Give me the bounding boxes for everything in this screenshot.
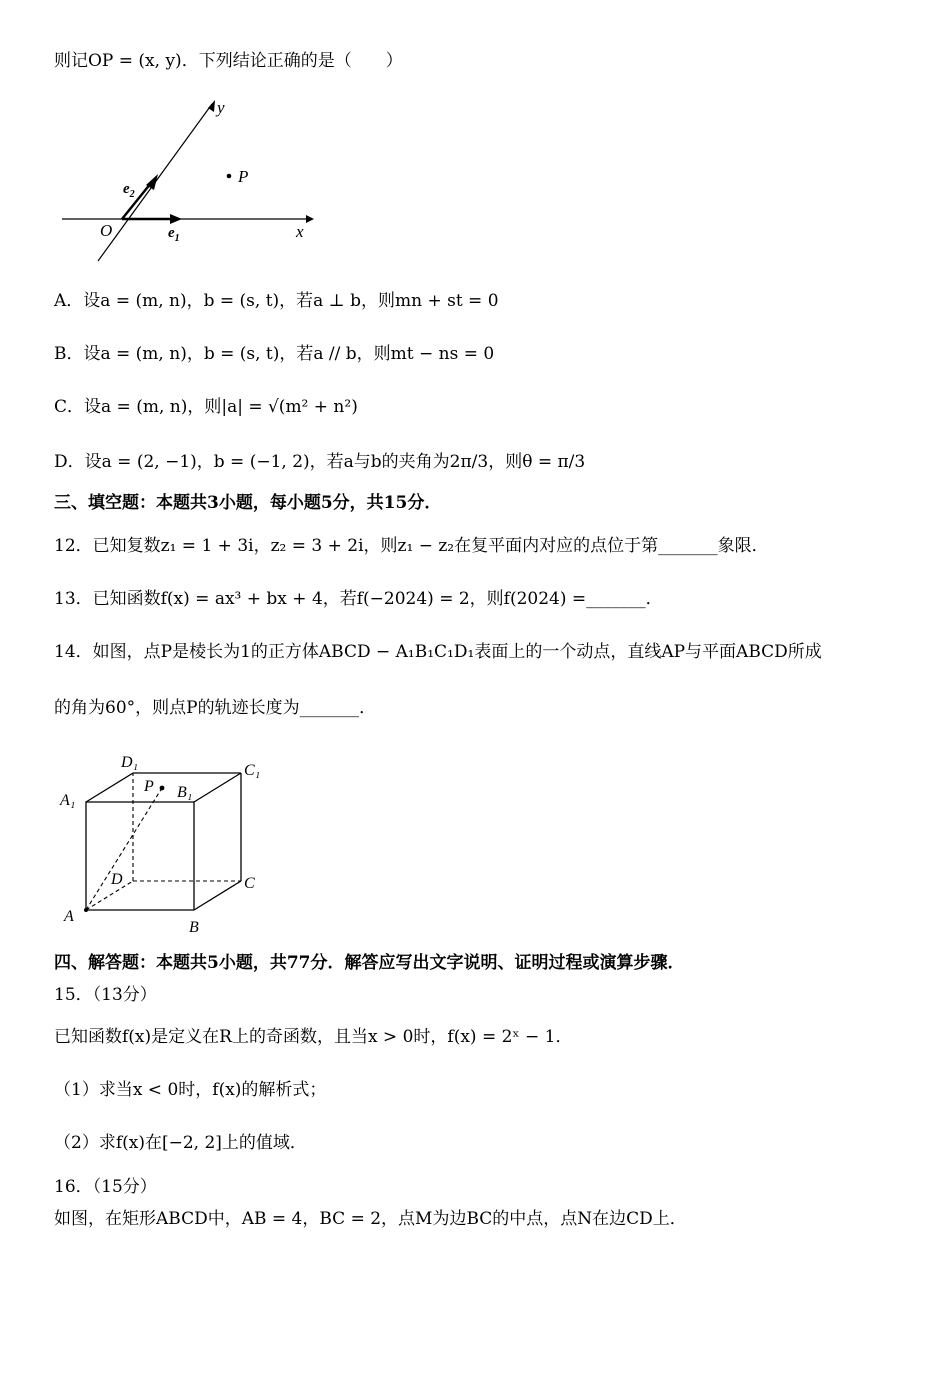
question-15-text: 已知函数f(x)是定义在R上的奇函数，且当x > 0时，f(x) = 2ˣ − 1．: [54, 1027, 573, 1047]
question-13: 13．已知函数f(x) = ax³ + bx + 4，若f(−2024) = 2，则f(2024) =_______．: [54, 589, 663, 609]
intro-text: 则记OP = (x, y)．下列结论正确的是（ ）: [54, 51, 403, 71]
cube-front-face: [86, 802, 194, 910]
section-3-heading: 三、填空题：本题共3小题，每小题5分，共15分．: [54, 493, 442, 513]
question-14-line-2: 的角为60°，则点P的轨迹长度为_______．: [54, 698, 377, 718]
question-14-line-1: 14．如图，点P是棱长为1的正方体ABCD − A₁B₁C₁D₁表面上的一个动点，直线AP与平面ABCD所成: [54, 642, 822, 662]
y-label: y: [217, 98, 225, 117]
segment-AP: [86, 788, 162, 910]
point-P: [227, 174, 232, 179]
cube-figure: [56, 748, 268, 938]
question-15-part-2: （2）求f(x)在[−2, 2]上的值域．: [54, 1133, 307, 1153]
question-12: 12．已知复数z₁ = 1 + 3i，z₂ = 3 + 2i，则z₁ − z₂在复平面内对应的点位于第_______象限．: [54, 536, 769, 556]
question-15-part-1: （1）求当x < 0时，f(x)的解析式；: [54, 1080, 327, 1100]
y-axis-arrow: [208, 100, 215, 112]
option-b: B．设a = (m, n)，b = (s, t)，若a // b，则mt − ns = 0: [54, 344, 495, 364]
question-15-heading: 15．（13分）: [54, 985, 157, 1005]
svg-text:C: C: [244, 875, 255, 892]
svg-text:C₁: C₁: [244, 762, 261, 779]
option-d: D．设a = (2, −1)，b = (−1, 2)，若a与b的夹角为2π/3，则θ = π/3: [54, 452, 586, 472]
svg-text:D: D: [111, 871, 123, 888]
question-16-text: 如图，在矩形ABCD中，AB = 4，BC = 2，点M为边BC的中点，点N在边CD上．: [54, 1209, 687, 1229]
O-label: O: [100, 221, 113, 240]
svg-text:A₁: A₁: [60, 792, 76, 809]
e1-arrow: [170, 214, 182, 224]
e1-label: $e_1$: [168, 225, 180, 244]
hidden-edge-AD: [86, 881, 133, 910]
point-P: [160, 786, 165, 791]
section-4-heading: 四、解答题：本题共5小题，共77分．解答应写出文字说明、证明过程或演算步骤．: [54, 953, 685, 973]
option-a: A．设a = (m, n)，b = (s, t)，若a ⊥ b，则mn + st = 0: [54, 291, 499, 311]
e2-label: $e_2$: [123, 181, 135, 200]
x-axis-arrow: [306, 215, 314, 223]
svg-text:B₁: B₁: [177, 784, 193, 801]
vector-basis-figure: [58, 96, 318, 264]
svg-text:D₁: D₁: [121, 754, 139, 771]
point-A: [84, 908, 88, 912]
question-16-heading: 16．（15分）: [54, 1177, 157, 1197]
option-c: C．设a = (m, n)，则|a| = √(m² + n²): [54, 397, 358, 417]
svg-text:B: B: [189, 919, 199, 936]
svg-text:P: P: [144, 778, 154, 795]
x-label: x: [296, 222, 304, 241]
P-label: P: [238, 167, 249, 186]
svg-text:A: A: [64, 908, 74, 925]
